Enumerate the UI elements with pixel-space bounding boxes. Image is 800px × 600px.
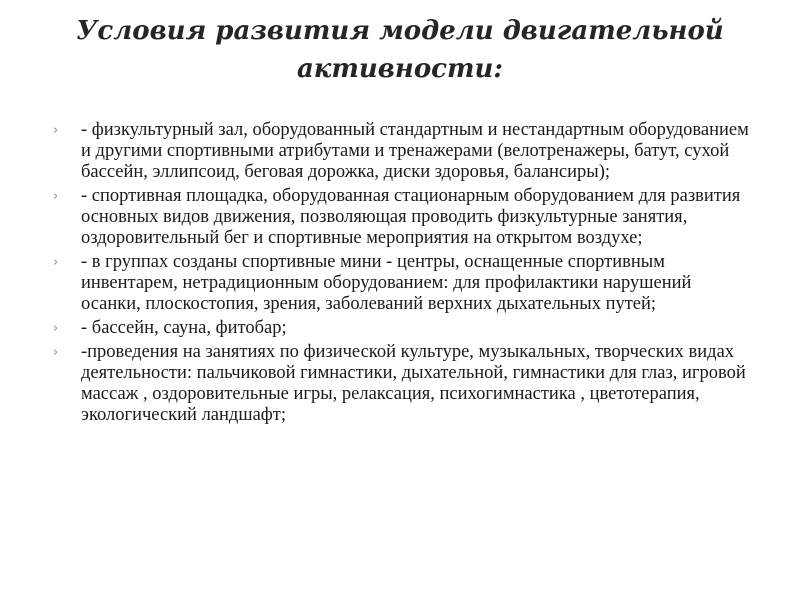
arrow-bullet-icon: › xyxy=(53,345,59,360)
bullet-list xyxy=(52,120,752,429)
list-item-text: - бассейн, сауна, фитобар; xyxy=(81,318,287,338)
arrow-bullet-icon: › xyxy=(53,255,59,270)
list-item xyxy=(52,120,752,183)
slide-title xyxy=(60,12,740,88)
arrow-bullet-icon: › xyxy=(53,189,59,204)
list-item-text: - в группах созданы спортивные мини - центры, оснащенные спортивным инвентарем, нетрадиционным оборудованием: для профилактики нарушений осанки, плоскостопия, зрения, заболеваний верхних дыхательных путей; xyxy=(81,252,692,314)
list-item-text: - физкультурный зал, оборудованный стандартным и нестандартным оборудованием и другими спортивными атрибутами и тренажерами (велотренажеры, батут, сухой бассейн, эллипсоид, беговая дорожка, диски здоровья, балансиры); xyxy=(81,120,749,182)
list-item xyxy=(52,342,752,426)
list-item xyxy=(52,252,752,315)
list-item xyxy=(52,186,752,249)
list-item xyxy=(52,318,752,339)
list-item-text: - спортивная площадка, оборудованная стационарным оборудованием для развития основных видов движения, позволяющая проводить физкультурные занятия, оздоровительный бег и спортивные мероприятия на открытом воздухе; xyxy=(81,186,741,248)
arrow-bullet-icon: › xyxy=(53,321,59,336)
arrow-bullet-icon: › xyxy=(53,123,59,138)
slide-title-line-1: Условия развития модели двигательной xyxy=(76,16,724,46)
slide-title-line-2: активности: xyxy=(296,54,504,84)
list-item-text: -проведения на занятиях по физической культуре, музыкальных, творческих видах деятельности: пальчиковой гимнастики, дыхательной, гимнастики для глаз, игровой массаж , оздоровительные игры, релаксация, психогимнастика , цветотерапия, экологический ландшафт; xyxy=(81,342,746,425)
